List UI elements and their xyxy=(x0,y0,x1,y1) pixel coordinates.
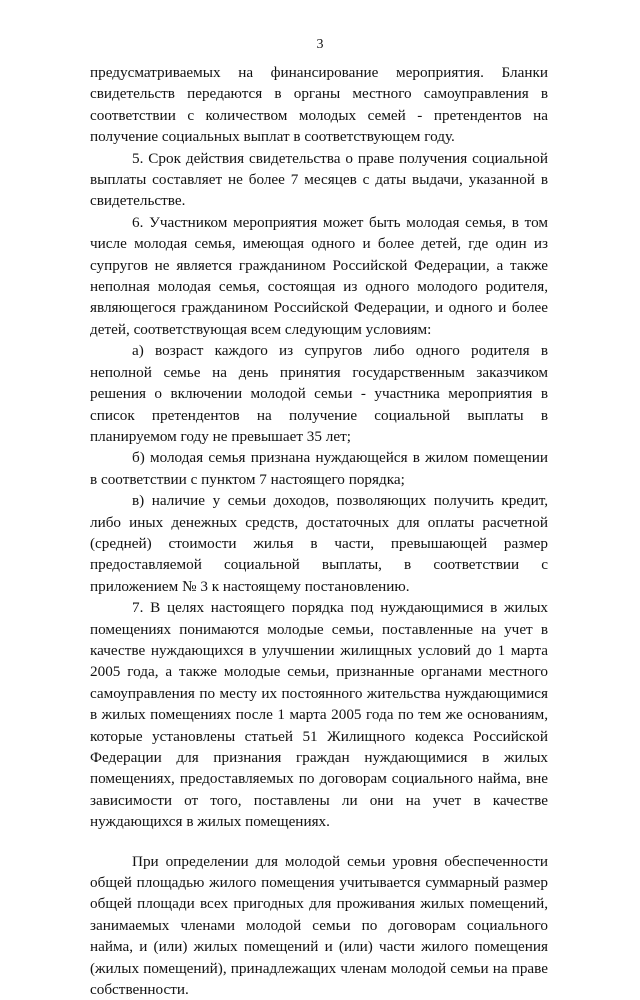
document-body xyxy=(90,62,548,1000)
paragraph-item-5: 5. Срок действия свидетельства о праве получения социальной выплаты составляет не более 7 месяцев с даты выдачи, указанной в свидетельстве. xyxy=(90,149,548,210)
paragraph-item-7: 7. В целях настоящего порядка под нуждающимися в жилых помещениях понимаются молодые семьи, поставленные на учет в качестве нуждающихся в улучшении жилищных условий до 1 марта 2005 года, а также молодые семьи, признанные органами местного самоуправления по месту их постоянного жительства нуждающимися в жилых помещениях после 1 марта 2005 года по тем же основаниям, которые установлены статьей 51 Жилищного кодекса Российской Федерации для признания граждан нуждающимися в жилых помещениях, предоставляемых по договорам социального найма, вне зависимости от того, поставлены ли они на учет в качестве нуждающихся в жилых помещениях. xyxy=(90,599,548,831)
paragraph-subitem-b: б) молодая семья признана нуждающейся в жилом помещении в соответствии с пунктом 7 настоящего порядка; xyxy=(90,449,548,488)
page-number: 3 xyxy=(316,37,324,52)
paragraph-item-6: 6. Участником мероприятия может быть молодая семья, в том числе молодая семья, имеющая одного и более детей, где один из супругов не является гражданином Российской Федерации, а также неполная молодая семья, состоящая из одного молодого родителя, являющегося гражданином Российской Федерации, и одного и более детей, соответствующая всем следующим условиям: xyxy=(90,213,548,338)
paragraph-subitem-v: в) наличие у семьи доходов, позволяющих получить кредит, либо иных денежных средств, достаточных для оплаты расчетной (средней) стоимости жилья в части, превышающей размер предоставляемой социальной выплаты, в соответствии с приложением № 3 к настоящему постановлению. xyxy=(90,492,548,595)
paragraph-area-determination: При определении для молодой семьи уровня обеспеченности общей площадью жилого помещения учитывается суммарный размер общей площади всех пригодных для проживания жилых помещений, занимаемых членами молодой семьи по договорам социального найма, и (или) жилых помещений и (или) части жилого помещения (жилых помещений), принадлежащих членам молодой семьи на праве собственности. xyxy=(90,852,548,999)
paragraph-continuation: предусматриваемых на финансирование мероприятия. Бланки свидетельств передаются в органы местного самоуправления в соответствии с количеством молодых семей - претендентов на получение социальных выплат в соответствующем году. xyxy=(90,64,548,146)
paragraph-subitem-a: а) возраст каждого из супругов либо одного родителя в неполной семье на день принятия государственным заказчиком решения о включении молодой семьи - участника мероприятия в список претендентов на получение социальной выплаты в планируемом году не превышает 35 лет; xyxy=(90,342,548,445)
